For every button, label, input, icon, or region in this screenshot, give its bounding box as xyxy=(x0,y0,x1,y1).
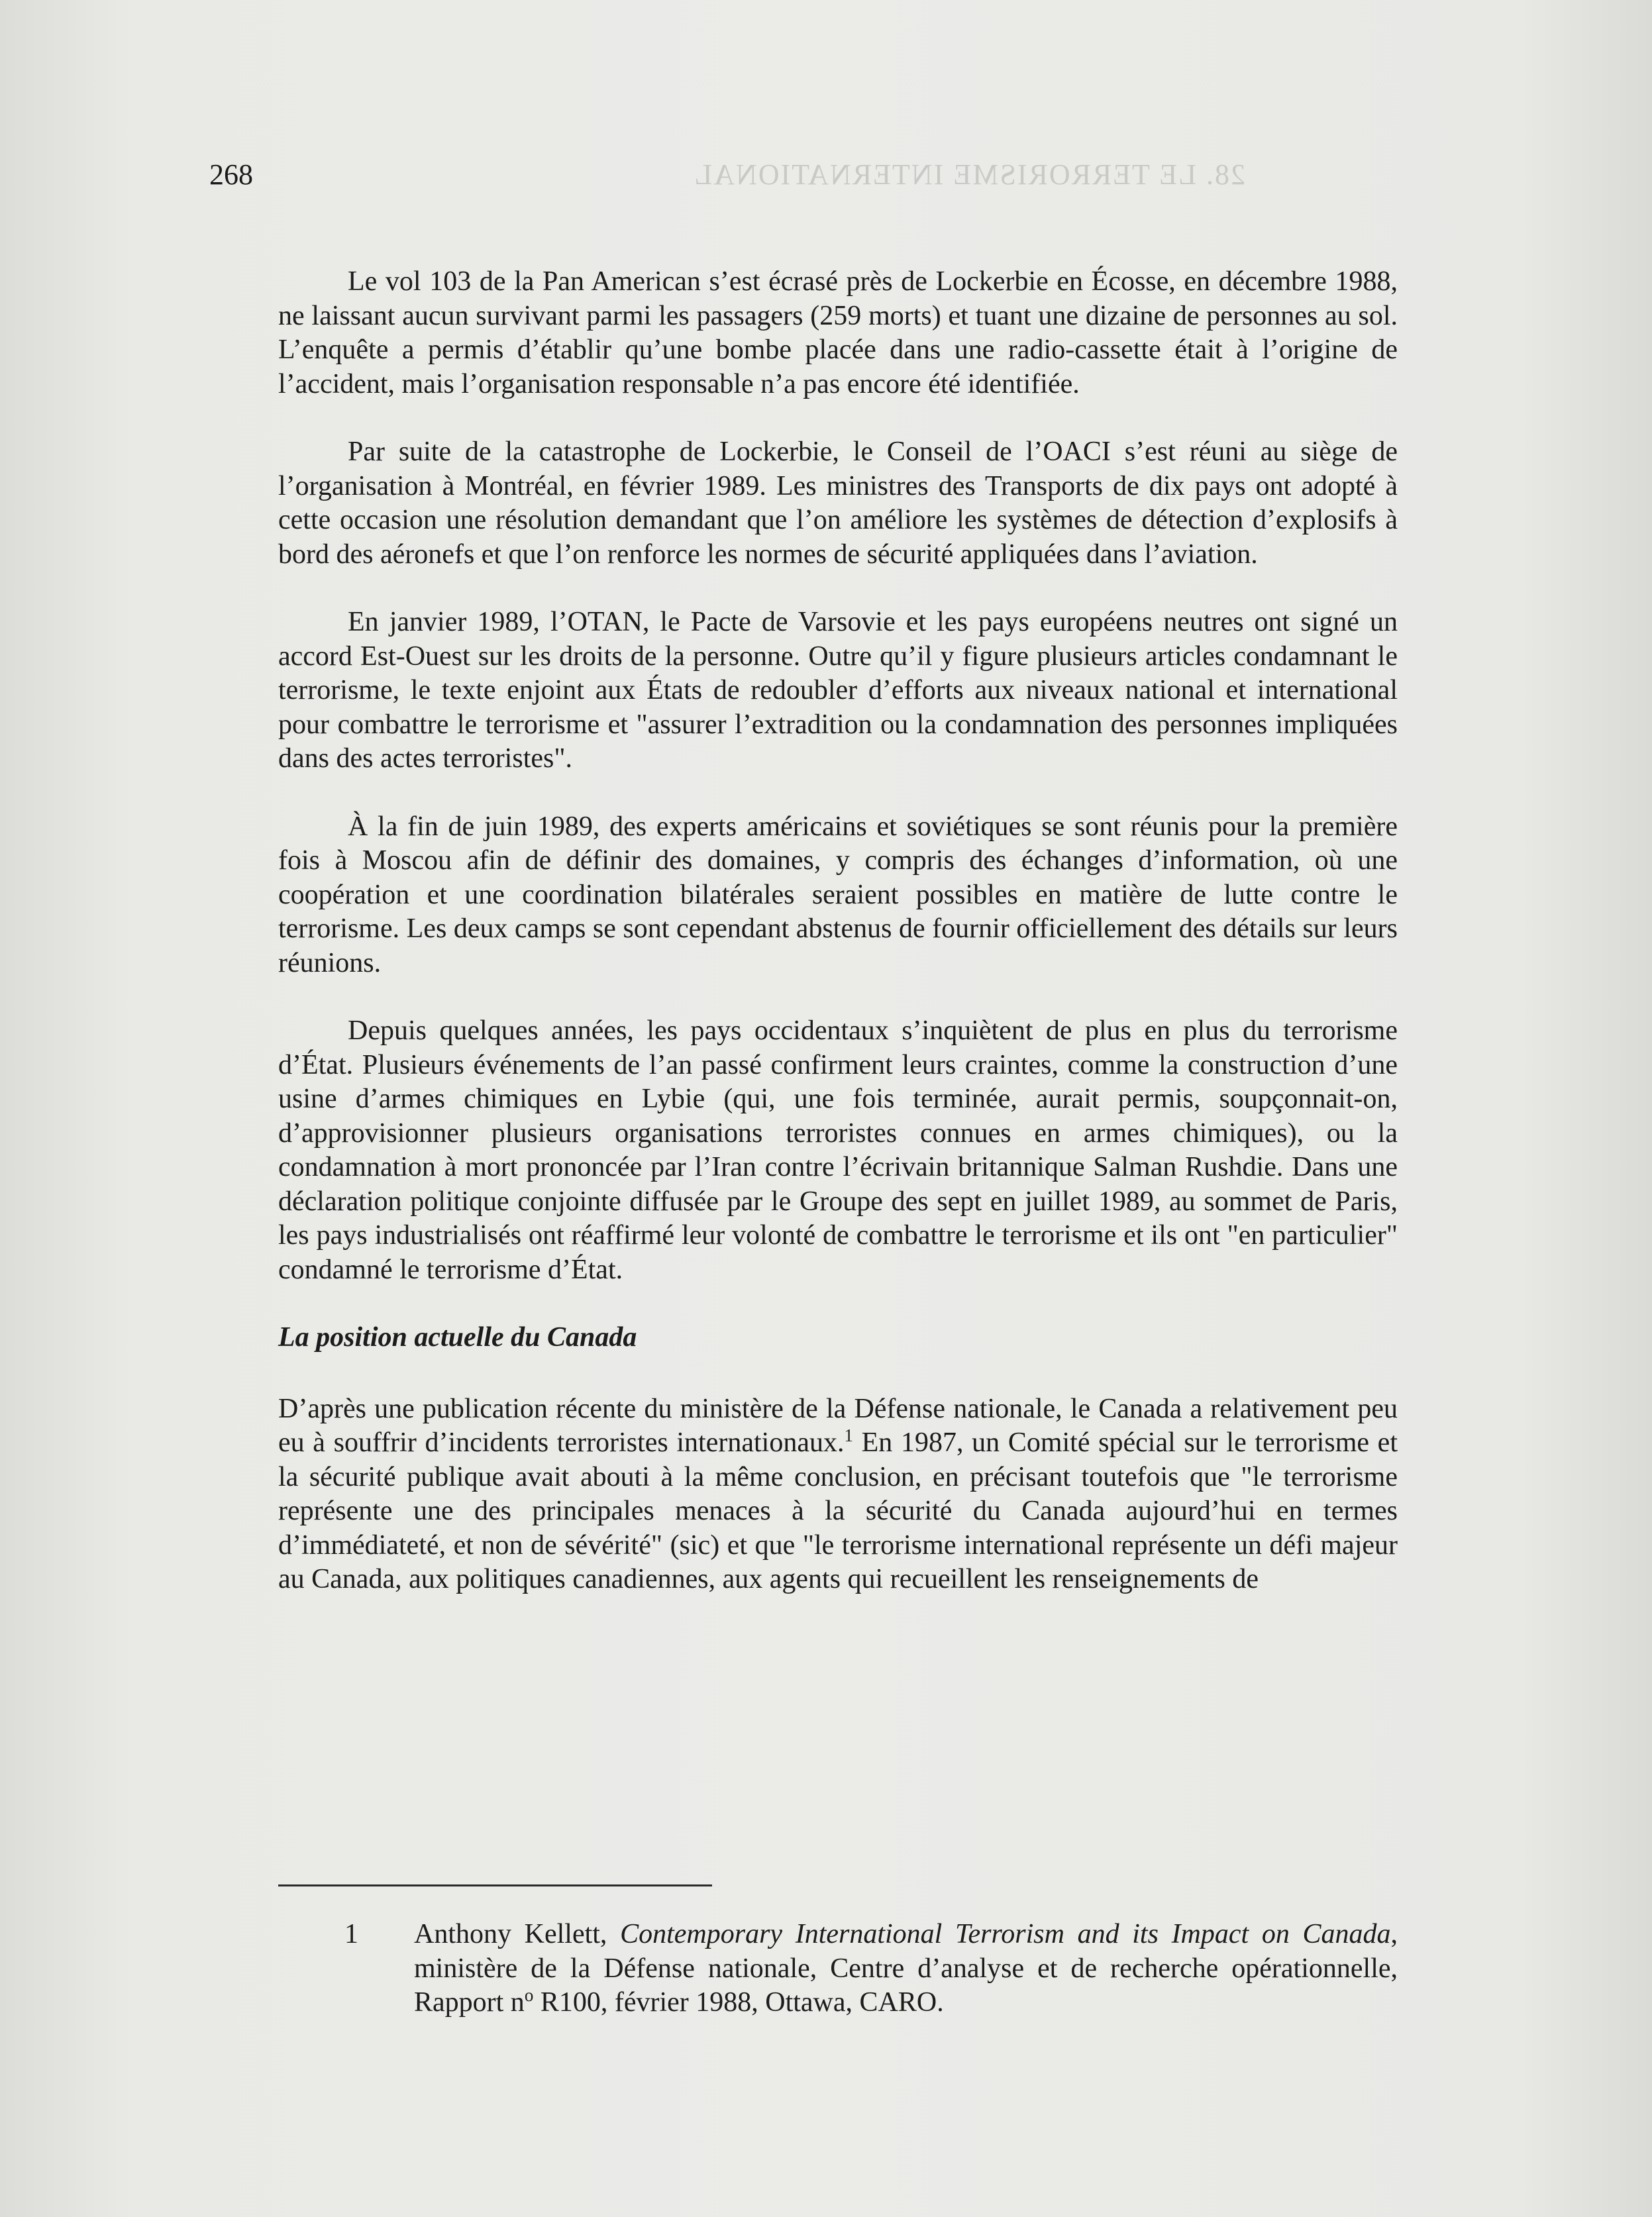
bleed-through-header: 28. LE TERRORISME INTERNATIONAL xyxy=(693,158,1245,191)
footnote-details-part1: , ministère de la Défense nationale, Centre d’analyse et de recherche opérationnelle, Rapport n xyxy=(414,1919,1398,2018)
body-text xyxy=(278,265,1398,1631)
paragraph-oaci-council: Par suite de la catastrophe de Lockerbie, le Conseil de l’OACI s’est réuni au siège de l’organisation à Montréal, en février 1989. Les ministres des Transports de dix pays ont adopté à cette occasion une résolution demandant que l’on améliore les systèmes de détection d’explosifs à bord des aéronefs et que l’on renforce les normes de sécurité appliquées dans l’aviation. xyxy=(278,437,1398,570)
footnote-text xyxy=(414,1918,1398,2020)
page-number: 268 xyxy=(209,158,253,191)
footnote-reference: 1 xyxy=(844,1425,853,1445)
footnote xyxy=(278,1918,1398,2020)
footnote-author: Anthony Kellett, xyxy=(414,1919,621,1949)
footnote-title: Contemporary International Terrorism and its Impact on Canada xyxy=(620,1919,1391,1949)
paragraph-east-west-accord: En janvier 1989, l’OTAN, le Pacte de Varsovie et les pays européens neutres ont signé un accord Est-Ouest sur les droits de la personne. Outre qu’il y figure plusieurs articles condamnant le terrorisme, le texte enjoint aux États de redoubler d’efforts aux niveaux national et international pour combattre le terrorisme et "assurer l’extradition ou la condamnation des personnes impliquées dans des actes terroristes". xyxy=(278,607,1398,774)
paragraph-canada-position xyxy=(278,1392,1398,1597)
section-heading: La position actuelle du Canada xyxy=(278,1322,637,1353)
canada-para-part1: D’après une publication récente du ministère de la Défense nationale, le Canada a relativement peu eu à souffrir d’incidents terroristes internationaux. xyxy=(278,1393,1398,1458)
paragraph-state-terrorism: Depuis quelques années, les pays occidentaux s’inquiètent de plus en plus du terrorisme d’État. Plusieurs événements de l’an passé confirment leurs craintes, comme la construction d’une usine d’armes chimiques en Lybie (qui, une fois terminée, aurait permis, soupçonnait-on, d’approvisionner plusieurs organisations terroristes connues en armes chimiques), ou la condamnation à mort prononcée par l’Iran contre l’écrivain britannique Salman Rushdie. Dans une déclaration politique conjointe diffusée par le Groupe des sept en juillet 1989, au sommet de Paris, les pays industrialisés ont réaffirmé leur volonté de combattre le terrorisme et ils ont "en particulier" condamné le terrorisme d’État. xyxy=(278,1015,1398,1285)
footnote-superscript: o xyxy=(524,1985,534,2005)
footnote-number: 1 xyxy=(344,1919,358,1949)
footnote-divider xyxy=(278,1884,712,1886)
paragraph-us-soviet-experts: À la fin de juin 1989, des experts américains et soviétiques se sont réunis pour la première fois à Moscou afin de définir des domaines, y compris des échanges d’information, où une coopération et une coordination bilatérales seraient possibles en matière de lutte contre le terrorisme. Les deux camps se sont cependant abstenus de fournir officiellement des détails sur leurs réunions. xyxy=(278,811,1398,978)
canada-para-part2: En 1987, un Comité spécial sur le terrorisme et la sécurité publique avait abouti à la même conclusion, en précisant toutefois que "le terrorisme représente une des principales menaces à la sécurité du Canada aujourd’hui en termes d’immédiateté, et non de sévérité" (sic) et que "le terrorisme international représente un défi majeur au Canada, aux politiques canadiennes, aux agents qui recueillent les renseignements de xyxy=(278,1427,1398,1594)
footnote-details-part2: R100, février 1988, Ottawa, CARO. xyxy=(533,1987,944,2018)
paragraph-lockerbie-crash: Le vol 103 de la Pan American s’est écrasé près de Lockerbie en Écosse, en décembre 1988, ne laissant aucun survivant parmi les passagers (259 morts) et tuant une dizaine de personnes au sol. L’enquête a permis d’établir qu’une bombe placée dans une radio-cassette était à l’origine de l’accident, mais l’organisation responsable n’a pas encore été identifiée. xyxy=(278,266,1398,399)
